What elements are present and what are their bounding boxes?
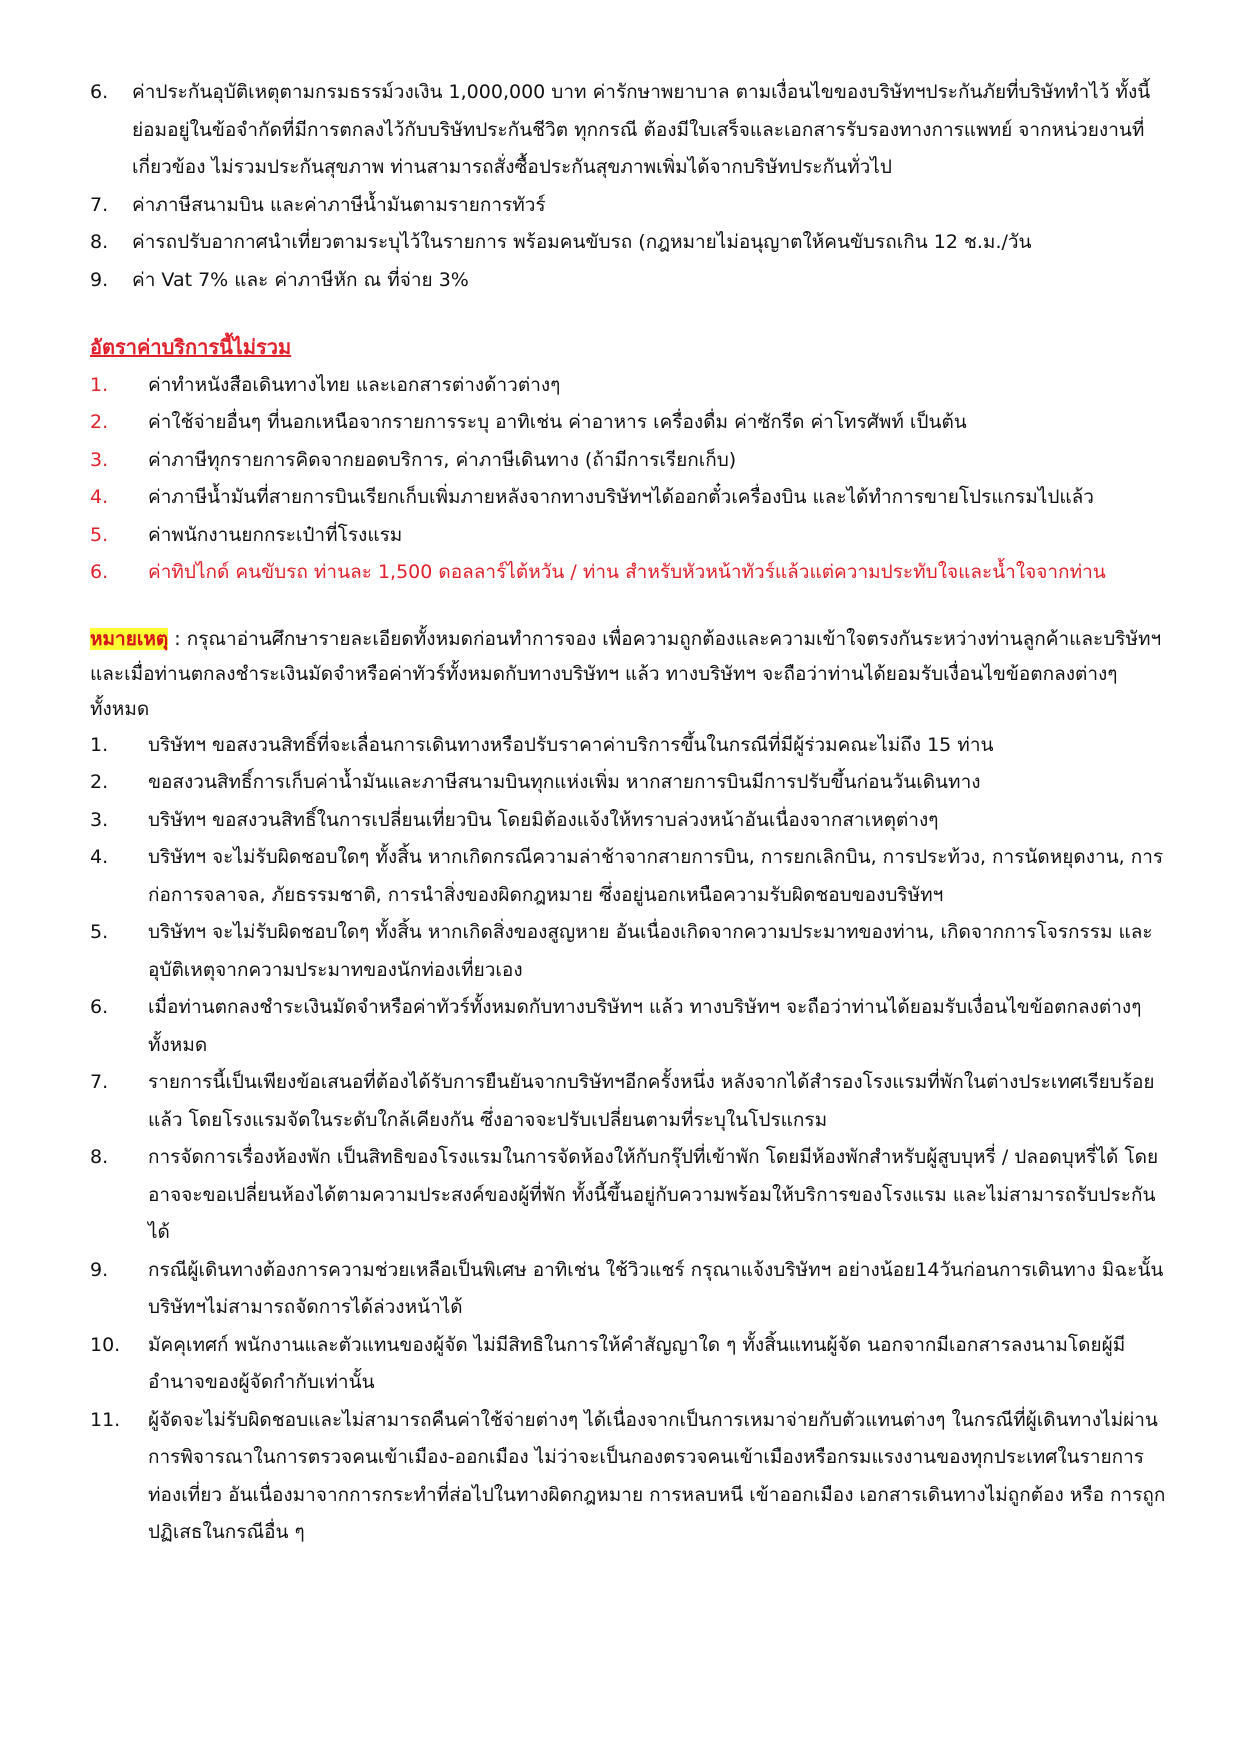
list-item bbox=[90, 554, 1171, 592]
list-item bbox=[90, 479, 1171, 517]
list-item bbox=[90, 727, 1171, 765]
item-number: 1. bbox=[90, 373, 109, 396]
list-item bbox=[90, 1327, 1171, 1402]
item-number: 7. bbox=[90, 1071, 109, 1093]
item-text: ค่าพนักงานยกกระเป๋าที่โรงแรม bbox=[148, 523, 403, 546]
item-text: กรณีผู้เดินทางต้องการความช่วยเหลือเป็นพิเศษ อาทิเช่น ใช้วิวแชร์ กรุณาแจ้งบริษัทฯ อย่างน้อย14วันก่อนการเดินทาง มิฉะนั้น บริษัทฯไม่สามารถจัดการได้ล่วงหน้าได้ bbox=[148, 1258, 1164, 1318]
list-item bbox=[90, 517, 1171, 555]
item-text: เมื่อท่านตกลงชำระเงินมัดจำหรือค่าทัวร์ทั้งหมดกับทางบริษัทฯ แล้ว ทางบริษัทฯ จะถือว่าท่านได้ยอมรับเงื่อนไขข้อตกลงต่างๆ ทั้งหมด bbox=[148, 996, 1142, 1056]
item-text: บริษัทฯ จะไม่รับผิดชอบใดๆ ทั้งสิ้น หากเกิดกรณีความล่าช้าจากสายการบิน, การยกเลิกบิน, การประท้วง, การนัดหยุดงาน, การก่อการจลาจล, ภัยธรรมชาติ, การนำสิ่งของผิดกฎหมาย ซึ่งอยู่นอกเหนือความรับผิดชอบของบริษัทฯ bbox=[148, 846, 1164, 906]
list-item bbox=[90, 914, 1171, 989]
item-text: ค่าทิปไกด์ คนขับรถ ท่านละ 1,500 ดอลลาร์ไต้หวัน / ท่าน สำหรับหัวหน้าทัวร์แล้วแต่ความประทับใจและน้ำใจจากท่าน bbox=[148, 561, 1106, 583]
list-item bbox=[90, 187, 1171, 225]
item-text: มัคคุเทศก์ พนักงานและตัวแทนของผู้จัด ไม่มีสิทธิในการให้คำสัญญาใด ๆ ทั้งสิ้นแทนผู้จัด นอกจากมีเอกสารลงนามโดยผู้มีอำนาจของผู้จัดกำกับเท่านั้น bbox=[148, 1333, 1126, 1393]
list-item bbox=[90, 1139, 1171, 1252]
item-text: ค่าภาษีน้ำมันที่สายการบินเรียกเก็บเพิ่มภายหลังจากทางบริษัทฯได้ออกตั๋วเครื่องบิน และได้ทำการขายโปรแกรมไปแล้ว bbox=[148, 486, 1094, 508]
list-item bbox=[90, 1402, 1171, 1552]
remarks-intro-text: : กรุณาอ่านศึกษารายละเอียดทั้งหมดก่อนทำการจอง เพื่อความถูกต้องและความเข้าใจตรงกันระหว่างท่านลูกค้าและบริษัทฯ และเมื่อท่านตกลงชำระเงินมัดจำหรือค่าทัวร์ทั้งหมดกับทางบริษัทฯ แล้ว ทางบริษัทฯ จะถือว่าท่านได้ยอมรับเงื่อนไขข้อตกลงต่างๆ ทั้งหมด bbox=[90, 627, 1162, 720]
item-text: รายการนี้เป็นเพียงข้อเสนอที่ต้องได้รับการยืนยันจากบริษัทฯอีกครั้งหนึ่ง หลังจากได้สำรองโรงแรมที่พักในต่างประเทศเรียบร้อยแล้ว โดยโรงแรมจัดในระดับใกล้เคียงกัน ซึ่งอาจจะปรับเปลี่ยนตามที่ระบุในโปรแกรม bbox=[148, 1071, 1155, 1131]
item-number: 4. bbox=[90, 486, 109, 508]
item-number: 6. bbox=[90, 996, 109, 1018]
item-text: ค่าใช้จ่ายอื่นๆ ที่นอกเหนือจากรายการระบุ อาทิเช่น ค่าอาหาร เครื่องดื่ม ค่าซักรีด ค่าโทรศัพท์ เป็นต้น bbox=[148, 411, 967, 433]
list-item bbox=[90, 802, 1171, 840]
item-number: 8. bbox=[90, 1146, 109, 1168]
remarks-label: หมายเหตุ bbox=[90, 627, 169, 650]
item-number: 2. bbox=[90, 771, 109, 793]
item-number: 11. bbox=[90, 1408, 121, 1431]
list-item bbox=[90, 74, 1171, 187]
excluded-section-title: อัตราค่าบริการนี้ไม่รวม bbox=[90, 335, 292, 359]
list-item bbox=[90, 1252, 1171, 1327]
item-text: การจัดการเรื่องห้องพัก เป็นสิทธิของโรงแรมในการจัดห้องให้กับกรุ๊ปที่เข้าพัก โดยมีห้องพักสำหรับผู้สูบบุหรี่ / ปลอดบุหรี่ได้ โดยอาจจะขอเปลี่ยนห้องได้ตามความประสงค์ของผู้ที่พัก ทั้งนี้ขึ้นอยู่กับความพร้อมให้บริการของโรงแรม และไม่สามารถรับประกันได้ bbox=[148, 1146, 1159, 1243]
item-text: ค่ารถปรับอากาศนำเที่ยวตามระบุไว้ในรายการ พร้อมคนขับรถ (กฎหมายไม่อนุญาตให้คนขับรถเกิน 12 ช.ม./วัน bbox=[132, 231, 1032, 253]
list-item bbox=[90, 989, 1171, 1064]
item-number: 5. bbox=[90, 523, 109, 546]
item-number: 6. bbox=[90, 81, 109, 103]
item-text: ขอสงวนสิทธิ์การเก็บค่าน้ำมันและภาษีสนามบินทุกแห่งเพิ่ม หากสายการบินมีการปรับขึ้นก่อนวันเดินทาง bbox=[148, 771, 981, 793]
included-list-continued bbox=[90, 74, 1171, 299]
item-number: 7. bbox=[90, 193, 109, 216]
list-item bbox=[90, 839, 1171, 914]
list-item bbox=[90, 224, 1171, 262]
list-item bbox=[90, 367, 1171, 405]
item-text: ค่าประกันอุบัติเหตุตามกรมธรรม์วงเงิน 1,000,000 บาท ค่ารักษาพยาบาล ตามเงื่อนไขของบริษัทฯประกันภัยที่บริษัททำไว้ ทั้งนี้ย่อมอยู่ในข้อจำกัดที่มีการตกลงไว้กับบริษัทประกันชีวิต ทุกกรณี ต้องมีใบเสร็จและเอกสารรับรองทางการแพทย์ จากหน่วยงานที่เกี่ยวข้อง ไม่รวมประกันสุขภาพ ท่านสามารถสั่งซื้อประกันสุขภาพเพิ่มได้จากบริษัทประกันทั่วไป bbox=[132, 81, 1151, 178]
excluded-list bbox=[90, 367, 1171, 592]
item-number: 1. bbox=[90, 733, 109, 756]
list-item bbox=[90, 404, 1171, 442]
item-text: ผู้จัดจะไม่รับผิดชอบและไม่สามารถคืนค่าใช้จ่ายต่างๆ ได้เนื่องจากเป็นการเหมาจ่ายกับตัวแทนต่างๆ ในกรณีที่ผู้เดินทางไม่ผ่านการพิจารณาในการตรวจคนเข้าเมือง-ออกเมือง ไม่ว่าจะเป็นกองตรวจคนเข้าเมืองหรือกรมแรงงานของทุกประเทศในรายการท่องเที่ยว อันเนื่องมาจากการกระทำที่ส่อไปในทางผิดกฎหมาย การหลบหนี เข้าออกเมือง เอกสารเดินทางไม่ถูกต้อง หรือ การถูกปฏิเสธในกรณีอื่น ๆ bbox=[148, 1408, 1166, 1543]
list-item bbox=[90, 764, 1171, 802]
item-text: บริษัทฯ ขอสงวนสิทธิ์ที่จะเลื่อนการเดินทางหรือปรับราคาค่าบริการขึ้นในกรณีที่มีผู้ร่วมคณะไม่ถึง 15 ท่าน bbox=[148, 733, 994, 756]
item-number: 2. bbox=[90, 411, 109, 433]
item-number: 3. bbox=[90, 808, 109, 831]
list-item bbox=[90, 1064, 1171, 1139]
item-number: 4. bbox=[90, 846, 109, 868]
item-number: 5. bbox=[90, 921, 109, 943]
item-text: ค่าภาษีสนามบิน และค่าภาษีน้ำมันตามรายการทัวร์ bbox=[132, 193, 546, 216]
remarks-list bbox=[90, 727, 1171, 1552]
item-number: 10. bbox=[90, 1333, 121, 1356]
list-item bbox=[90, 262, 1171, 300]
item-number: 3. bbox=[90, 448, 109, 471]
item-number: 8. bbox=[90, 231, 109, 253]
item-number: 6. bbox=[90, 561, 109, 583]
item-text: บริษัทฯ ขอสงวนสิทธิ์ในการเปลี่ยนเที่ยวบิน โดยมิต้องแจ้งให้ทราบล่วงหน้าอันเนื่องจากสาเหตุต่างๆ bbox=[148, 808, 939, 831]
item-number: 9. bbox=[90, 1258, 109, 1281]
item-text: ค่า Vat 7% และ ค่าภาษีหัก ณ ที่จ่าย 3% bbox=[132, 268, 469, 291]
item-text: ค่าทำหนังสือเดินทางไทย และเอกสารต่างด้าวต่างๆ bbox=[148, 373, 561, 396]
remarks-intro bbox=[90, 622, 1171, 727]
item-number: 9. bbox=[90, 268, 109, 291]
item-text: ค่าภาษีทุกรายการคิดจากยอดบริการ, ค่าภาษีเดินทาง (ถ้ามีการเรียกเก็บ) bbox=[148, 448, 737, 471]
item-text: บริษัทฯ จะไม่รับผิดชอบใดๆ ทั้งสิ้น หากเกิดสิ่งของสูญหาย อันเนื่องเกิดจากความประมาทของท่าน, เกิดจากการโจรกรรม และ อุบัติเหตุจากความประมาทของนักท่องเที่ยวเอง bbox=[148, 921, 1153, 981]
list-item bbox=[90, 442, 1171, 480]
